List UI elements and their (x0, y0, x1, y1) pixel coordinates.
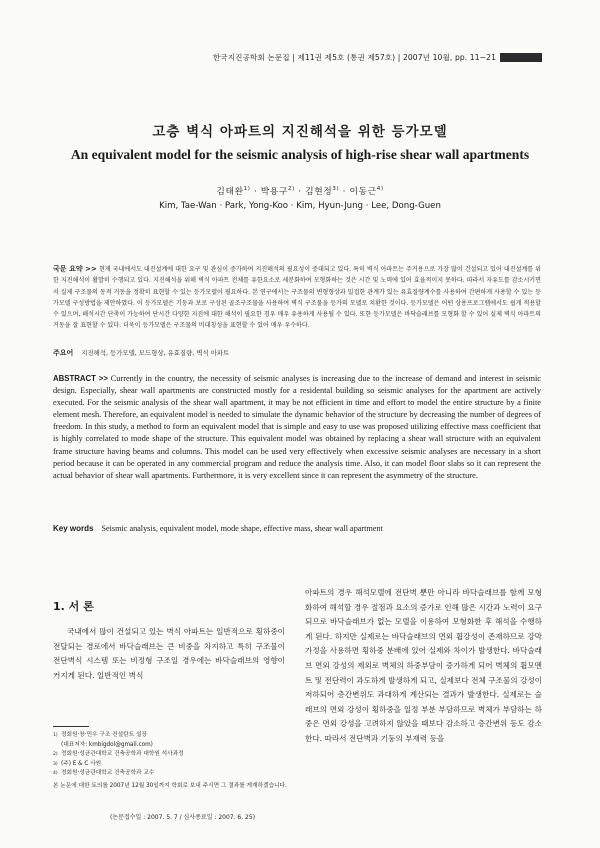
footnote-divider (53, 726, 89, 727)
author-affil-mark: 3) (332, 186, 340, 193)
keywords-korean-label: 주요어 (53, 349, 74, 357)
abstract-korean-text: 현재 국내에서도 내진설계에 대한 요구 및 관심이 증가하여 지진해석의 필요성이 증대되고 있다. 특히 벽식 아파트는 주거용으로 가장 많이 건설되고 있어 내진설계를 위한 지진해석이 활발히 수행되고 있다. 지진해석을 위해 벽식 아파트 전체를 유한요소로 세분화하여 모형화하는 것은 시간 및 노력에 있어 효율적이지 못하다. 따라서 자유도를 감소시키면서 실제 구조물의 동적 거동을 정확히 표현할 수 있는 등가모델이 필요하다. 본 연구에서는 구조물의 변형형상과 밀접한 관계가 있는 유효질량계수를 사용하여 간편하게 사용할 수 있는 등가모델 구성방법을 제안하였다. 이 등가모델은 기둥과 보로 구성된 골조구조물을 사용하여 벽식 구조물을 등가의 모델로 치환한 것이다. 등가모델은 어떤 상용프로그램에서도 쉽게 적용할 수 있으며, 해석시간 단축이 가능하여 단시간 다양한 지진에 대한 해석이 필요한 경우 매우 유용하게 사용될 수 있다. 또한 등가모델은 바닥슬래브를 모형화 할 수 있어 실제 벽식 아파트의 거동을 잘 표현할 수 있다. 더욱이 등가모델은 구조물의 비대칭성을 표현할 수 있어 매우 우수하다. (53, 266, 541, 330)
journal-volume: 제11권 제5호 (통권 제57호) (297, 52, 396, 62)
keywords-english-text: Seismic analysis, equivalent model, mode shape, effective mass, shear wall apartment (101, 524, 383, 533)
footnote-item: 4) 정회원·성균관대학교 건축공학과 교수 (53, 770, 155, 777)
section-title-introduction: 1. 서 론 (53, 600, 94, 613)
body-text-right-column: 아파트의 경우 해석모델에 전단벽 뿐만 아니라 바닥슬래브를 함께 모형화하여 해석할 경우 절점과 요소의 증가로 인해 많은 시간과 노력이 요구되므로 바닥슬래브가 없는 모델을 이용하여 모형화한 후 해석을 수행하게 된다. 하지만 실제로는 바닥슬래브의 면외 휨강성이 존재하므로 강막 가정을 사용하면 횡하중 분배에 있어 실제와 차이가 발생한다. 바닥슬래브 면외 강성의 제외로 벽체의 하중부담이 증가하게 되어 벽체의 휨모멘트 및 전단력이 과도하게 발생하게 되고, 실제보다 전체 구조물의 강성이 저하되어 층간변위도 과대하게 계산되는 결과가 발생한다. 실제로는 슬래브의 면외 강성이 횡하중을 일정 부분 부담하므로 벽체가 부담하는 하중은 면외 강성을 고려하지 않았을 때보다 감소하고 층간변위 등도 감소한다. 따라서 전단벽과 기둥의 부재력 등을 (305, 588, 542, 743)
abstract-english-text: Currently in the country, the necessity of seismic analyses is increasing due to the increase of demand and interest in seismic design. Especially, shear wall apartments are constructed mostly for a residental building so seismic analyses for the apartment are actively executed. For the seismic analysis of the shear wall apartment, it may be not efficient in time and effort to model the entire structure by a finite element mesh. Therefore, an equivalent model is needed to simulate the dynamic behavior of the structure by decreasing the number of degrees of freedom. In this study, a method to form an equivalent model that is simple and easy to use was proposed utilizing effective mass coefficient that is highly correlated to mode shape of the structure. This equivalent model was obtained by replacing a shear wall structure with an equivalent frame structure having beams and columns. This model can be used very effectively when excessive seismic analyses are necessary in a short period because it can be operated in any commercial program and reduce the analysis time. Also, it can model floor slabs so it can represent the actual behavior of shear wall apartments. Furthermore, it is very excellent since it can represent the asymmetry of the structure. (53, 374, 541, 480)
keywords-english-label: Key words (53, 524, 94, 533)
author-name: 이동근 (349, 187, 377, 197)
author-affil-mark: 4) (376, 186, 384, 193)
abstract-english (53, 373, 541, 482)
author-name: 박용구 (260, 187, 289, 197)
keywords-korean-text: 지진해석, 등가모델, 모드형상, 유효질량, 벽식 아파트 (81, 349, 230, 357)
abstract-korean (53, 264, 541, 332)
abstract-korean-label: 국문 요약 >> (53, 265, 97, 273)
keywords-english (53, 524, 541, 533)
discussion-note: 본 논문에 대한 토의를 2007년 12월 30일까지 학회로 보내 주시면 그 결과를 게재하겠습니다. (53, 782, 287, 789)
footnotes (53, 731, 293, 792)
footnote-item: 1) 정회원·창·민우 구조 컨설탄트 설장 (53, 732, 147, 738)
journal-header: 한국지진공학회 논문집 | 제11권 제5호 (통권 제57호) | 2007년 10월, pp. 11~21 (213, 50, 542, 64)
authors-english: Kim, Tae-Wan · Park, Yong-Koo · Kim, Hyun-Jung · Lee, Dong-Guen (159, 201, 441, 211)
redacted-mark (500, 53, 542, 62)
author-name: 김현정 (305, 187, 333, 197)
journal-date-pages: 2007년 10월, pp. 11~21 (402, 52, 496, 62)
authors-korean: 김태완$^{1)}$ · 박용구$^{2)}$ · 김현정$^{3)}$ · 이동근$^{4)}$ (216, 186, 384, 197)
title-korean: 고층 벽식 아파트의 지진해석을 위한 등가모델 (152, 124, 448, 140)
journal-name: 한국지진공학회 논문집 (212, 52, 290, 62)
footnote-item: 3) (주) E & C 사원 (53, 760, 102, 767)
author-affil-mark: 2) (288, 186, 295, 193)
keywords-korean (53, 348, 541, 358)
author-name: 김태완 (216, 187, 244, 197)
received-dates: (논문접수일 : 2007. 5. 7 / 심사종료일 : 2007. 6. 25) (110, 814, 256, 821)
author-affil-mark: 1) (243, 186, 251, 193)
body-text-left-column: 국내에서 많이 건설되고 있는 벽식 아파트는 일반적으로 횡하중이 전달되는 경로에서 바닥슬래브는 큰 비중을 차지하고 특히 구조물이 전단벽식 시스템 또는 비정형 구조일 경우에는 바닥슬래브의 영향이 커지게 된다. 일반적인 벽식 (53, 627, 285, 680)
footnote-item: (대표저자: kmbigdol@gmail.com) (61, 741, 153, 748)
footnote-item: 2) 정회원·성균관대학교 건축공학과 대학원 석사과정 (53, 751, 184, 758)
abstract-english-label: ABSTRACT >> (53, 374, 108, 383)
title-english: An equivalent model for the seismic analysis of high-rise shear wall apartments (70, 147, 530, 162)
